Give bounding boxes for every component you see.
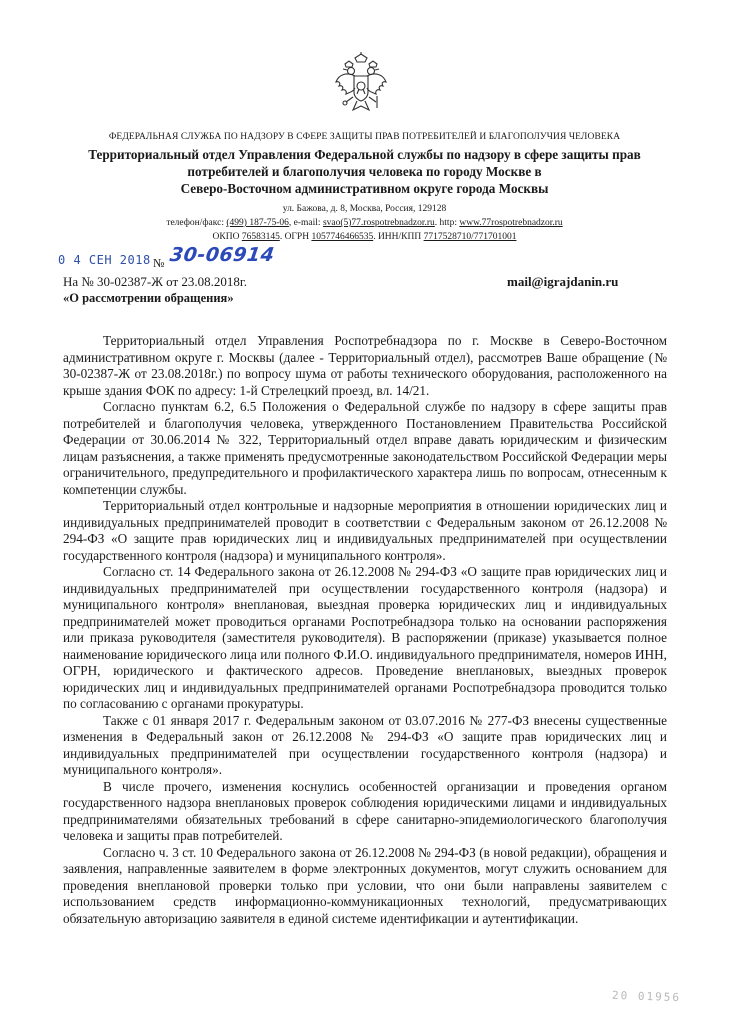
- phone-label: телефон/факс:: [166, 218, 227, 228]
- body-paragraph: Согласно ч. 3 ст. 10 Федерального закона от 26.12.2008 № 294-ФЗ (в новой редакции), обращения и заявления, направленные заявителем в форме электронных документов, могут служить основанием для проведения внеплановой проверки только при условии, что они были направлены заявителем с использованием средств информационно-коммуникационных технологий, предусматривающих обязательную авторизацию заявителя в единой системе идентификации и аутентификации.: [63, 844, 667, 926]
- body-paragraph: Территориальный отдел контрольные и надзорные мероприятия в отношении юридических лиц и индивидуальных предпринимателей проводит в соответствии с Федеральным законом от 26.12.2008 № 294-ФЗ «О защите прав юридических лиц и индивидуальных предпринимателей при осуществлении государственного контроля (надзора) и муниципального контроля».: [63, 498, 667, 563]
- email-link[interactable]: svao(5)77.rospotrebnadzor.ru: [322, 218, 435, 228]
- body-paragraph: Территориальный отдел Управления Роспотребнадзора по г. Москве в Северо-Восточном административном округе г. Москвы (далее - Территориальный отдел), рассмотрев Ваше обращение (№ 30-02387-Ж от 23.08.2018г.) по вопросу шума от работы технического оборудования, расположенного на крыше здания ФОК по адресу: 1-й Стрелецкий проезд, вл. 14/21.: [63, 333, 667, 398]
- division-line: Северо-Восточном административном округе города Москвы: [180, 181, 549, 196]
- registry-codes: [0, 232, 729, 242]
- postal-address: ул. Бажова, д. 8, Москва, Россия, 129128: [282, 204, 447, 214]
- division-name: [0, 146, 729, 197]
- faint-page-number: 20 01956: [611, 988, 682, 1005]
- body-paragraph: В числе прочего, изменения коснулись особенностей организации и проведения органом государственного надзора внеплановых проверок соблюдения юридическими лицами и индивидуальных предпринимателями обязательных требований в сфере санитарно-эпидемиологического благополучия человека и защиты прав потребителей.: [63, 778, 667, 843]
- division-line: Территориальный отдел Управления Федеральной службы по надзору в сфере защиты прав: [88, 147, 641, 162]
- division-line: потребителей и благополучия человека по городу Москве в: [187, 164, 542, 179]
- email-label: , e-mail:: [288, 218, 323, 228]
- letter-body: [63, 333, 667, 927]
- in-reply-to: На № 30-02387-Ж от 23.08.2018г.: [63, 274, 247, 289]
- okpo-code: 76583145: [241, 232, 280, 242]
- date-stamp: 0 4 СЕН 2018: [58, 253, 151, 267]
- ogrn-code: 1057746466535: [311, 232, 374, 242]
- body-paragraph: Также с 01 января 2017 г. Федеральным законом от 03.07.2016 № 277-ФЗ внесены существенные изменения в Федеральный закон от 26.12.2008 № 294-ФЗ «О защите прав юридических лиц и индивидуальных предпринимателей при осуществлении государственного контроля (надзора) и муниципального контроля».: [63, 712, 667, 777]
- number-sign: №: [153, 256, 165, 270]
- agency-name: ФЕДЕРАЛЬНАЯ СЛУЖБА ПО НАДЗОРУ В СФЕРЕ ЗАЩИТЫ ПРАВ ПОТРЕБИТЕЛЕЙ И БЛАГОПОЛУЧИЯ ЧЕЛОВЕКА: [108, 132, 621, 142]
- inn-label: . ИНН/КПП: [373, 232, 424, 242]
- body-paragraph: Согласно ст. 14 Федерального закона от 26.12.2008 № 294-ФЗ «О защите прав юридических лиц и индивидуальных предпринимателей при осуществлении государственного контроля (надзора) и муниципального контроля» внеплановая, выездная проверка юридических лиц и индивидуальных предпринимателей может проводиться органами Роспотребнадзора только на основании распоряжения или приказа руководителя (заместителя руководителя). В распоряжении (приказе) указывается полное наименование юридического лица или полного Ф.И.О. индивидуального предпринимателя, номеров ИНН, ОГРН, юридического и фактического адресов. Проведение внеплановых, выездных проверок юридических лиц и индивидуальных предпринимателей органами Роспотребнадзора проводится только по согласованию с органами прокуратуры.: [63, 564, 667, 711]
- contact-line: [0, 218, 729, 228]
- outgoing-number-handwritten: 30-06914: [168, 244, 276, 266]
- okpo-label: ОКПО: [212, 232, 242, 242]
- coat-of-arms-emblem: [333, 52, 389, 116]
- subject-line: «О рассмотрении обращения»: [63, 291, 234, 305]
- recipient-address: mail@igrajdanin.ru: [507, 274, 619, 289]
- ogrn-label: . ОГРН: [279, 232, 312, 242]
- http-label: . http:: [434, 218, 460, 228]
- body-paragraph: Согласно пунктам 6.2, 6.5 Положения о Федеральной службе по надзору в сфере защиты прав потребителей и благополучия человека, утвержденного Постановлением Правительства Российской Федерации от 30.06.2014 № 322, Территориальный отдел вправе давать юридическим и физическим лицам разъяснения, а также применять предусмотренные законодательством Российской Федерации меры ограничительного, предупредительного и профилактического характера лишь по вопросам, отнесенным к компетенции службы.: [63, 399, 667, 497]
- phone-number: (499) 187-75-06: [226, 218, 289, 228]
- inn-code: 7717528710/771701001: [423, 232, 517, 242]
- website-link[interactable]: www.77rospotrebnadzor.ru: [459, 218, 563, 228]
